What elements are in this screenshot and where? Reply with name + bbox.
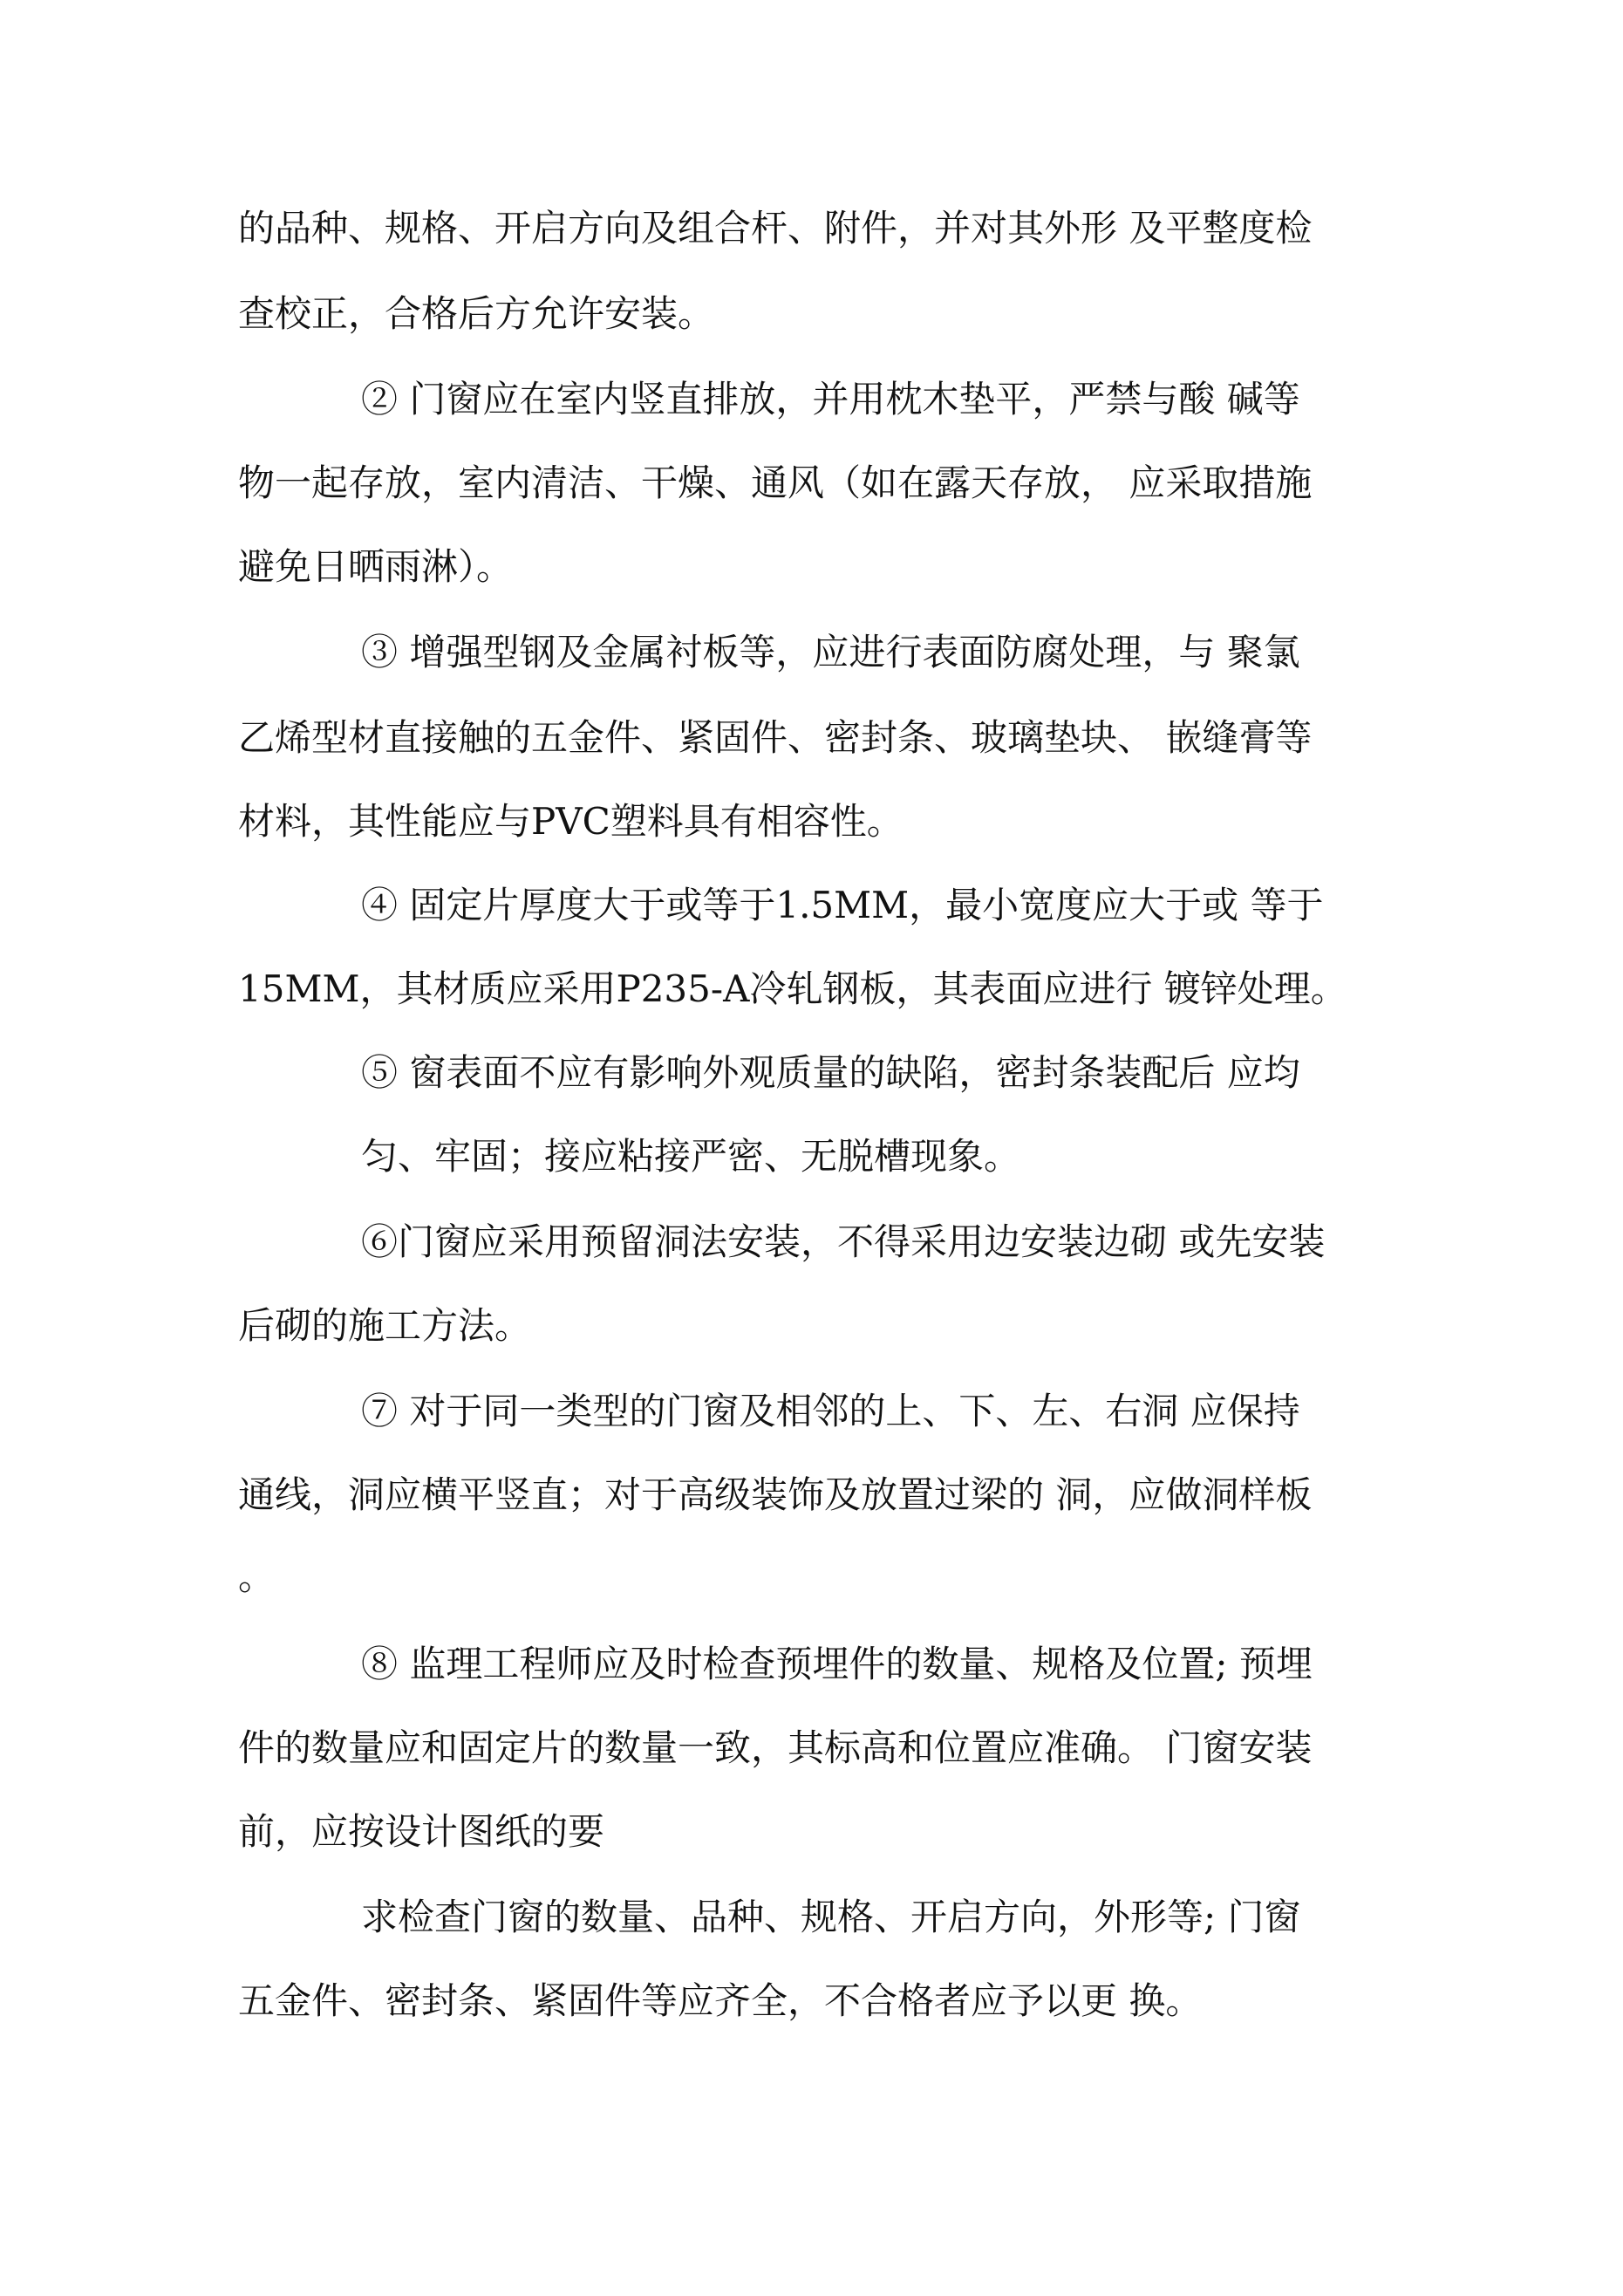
text-line: ⑦ 对于同一类型的门窗及相邻的上、下、左、右洞 应保持 — [361, 1390, 1300, 1432]
text-line: ③ 增强型钢及金属衬板等，应进行表面防腐处理，与 聚氯 — [361, 631, 1300, 673]
text-line: ② 门窗应在室内竖直排放，并用枕木垫平，严禁与酸 碱等 — [361, 378, 1300, 420]
text-line: 查校正，合格后方允许安装。 — [238, 292, 715, 335]
text-line: ⑤ 窗表面不应有影响外观质量的缺陷，密封条装配后 应均 — [361, 1051, 1300, 1094]
text-line: 。 — [238, 1555, 276, 1598]
text-line: 五金件、密封条、紧固件等应齐全，不合格者应予以更 换。 — [238, 1979, 1203, 2022]
text-line: 件的数量应和固定片的数量一致，其标高和位置应准确。 门窗安装 — [238, 1726, 1313, 1769]
text-line: 匀、牢固；接应粘接严密、无脱槽现象。 — [361, 1135, 1021, 1178]
text-line: ④ 固定片厚度大于或等于1.5MM，最小宽度应大于或 等于 — [361, 884, 1324, 926]
text-line: 前，应按设计图纸的要 — [238, 1810, 605, 1853]
text-line: ⑥门窗应采用预留洞法安装，不得采用边安装边砌 或先安装 — [361, 1220, 1326, 1263]
text-line: 乙烯型材直接触的五金件、紧固件、密封条、玻璃垫块、 嵌缝膏等 — [238, 716, 1313, 759]
text-line: 的品种、规格、开启方向及组合杆、附件，并对其外形 及平整度检 — [238, 207, 1313, 249]
text-line: ⑧ 监理工程师应及时检查预埋件的数量、规格及位置; 预埋 — [361, 1643, 1313, 1685]
text-line: 避免日晒雨淋）。 — [238, 545, 514, 588]
text-line: 求检查门窗的数量、品种、规格、开启方向，外形等; 门窗 — [361, 1896, 1301, 1938]
text-line: 材料，其性能应与PVC塑料具有相容性。 — [238, 800, 904, 843]
text-line: 通线，洞应横平竖直；对于高级装饰及放置过梁的 洞，应做洞样板 — [238, 1473, 1313, 1516]
text-line: 物一起存放，室内清洁、干燥、通风（如在露天存放， 应采取措施 — [238, 461, 1313, 504]
text-line: 15MM，其材质应采用P235-A冷轧钢板，其表面应进行 镀锌处理。 — [238, 967, 1347, 1010]
text-line: 后砌的施工方法。 — [238, 1304, 532, 1347]
